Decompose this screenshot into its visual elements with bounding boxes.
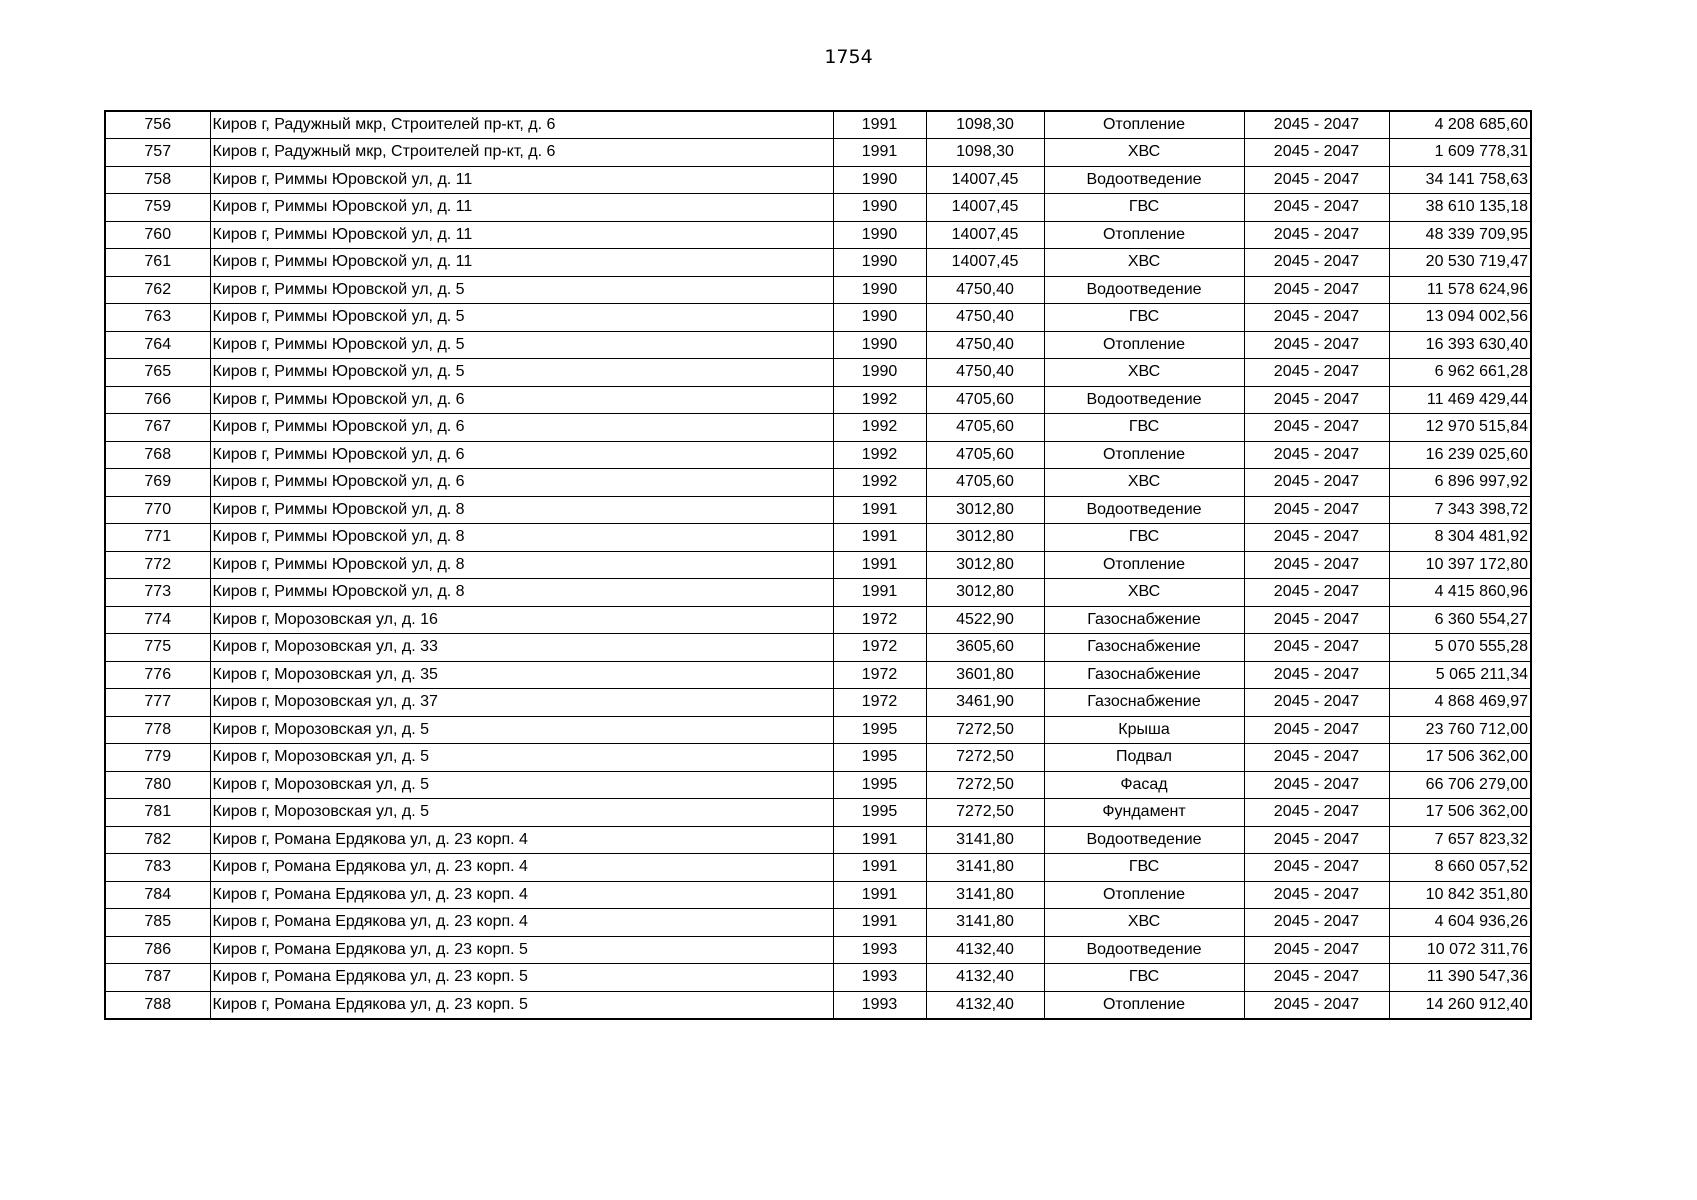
address-cell: Киров г, Риммы Юровской ул, д. 6 [210,441,833,469]
table-row [105,414,1531,442]
table-row [105,936,1531,964]
row-number-cell: 777 [105,689,210,717]
area-cell: 4705,60 [926,414,1044,442]
period-cell: 2045 - 2047 [1244,936,1389,964]
build-year-cell: 1990 [833,194,926,222]
cost-cell: 7 343 398,72 [1389,496,1531,524]
address-cell: Киров г, Морозовская ул, д. 33 [210,634,833,662]
table-row [105,716,1531,744]
address-cell: Киров г, Риммы Юровской ул, д. 8 [210,496,833,524]
work-type-cell: Фундамент [1044,799,1244,827]
cost-cell: 13 094 002,56 [1389,304,1531,332]
cost-cell: 16 393 630,40 [1389,331,1531,359]
cost-cell: 11 469 429,44 [1389,386,1531,414]
build-year-cell: 1993 [833,964,926,992]
cost-cell: 5 070 555,28 [1389,634,1531,662]
cost-cell: 5 065 211,34 [1389,661,1531,689]
work-type-cell: Отопление [1044,441,1244,469]
period-cell: 2045 - 2047 [1244,716,1389,744]
table-row [105,331,1531,359]
period-cell: 2045 - 2047 [1244,881,1389,909]
address-cell: Киров г, Морозовская ул, д. 5 [210,744,833,772]
work-type-cell: Отопление [1044,221,1244,249]
period-cell: 2045 - 2047 [1244,139,1389,167]
row-number-cell: 776 [105,661,210,689]
build-year-cell: 1972 [833,689,926,717]
period-cell: 2045 - 2047 [1244,111,1389,139]
row-number-cell: 768 [105,441,210,469]
work-type-cell: Отопление [1044,111,1244,139]
table-row [105,909,1531,937]
table-row [105,771,1531,799]
cost-cell: 11 578 624,96 [1389,276,1531,304]
build-year-cell: 1991 [833,551,926,579]
address-cell: Киров г, Риммы Юровской ул, д. 11 [210,194,833,222]
work-type-cell: Водоотведение [1044,826,1244,854]
address-cell: Киров г, Риммы Юровской ул, д. 11 [210,249,833,277]
cost-cell: 4 415 860,96 [1389,579,1531,607]
table-row [105,524,1531,552]
row-number-cell: 764 [105,331,210,359]
period-cell: 2045 - 2047 [1244,991,1389,1019]
cost-cell: 66 706 279,00 [1389,771,1531,799]
row-number-cell: 757 [105,139,210,167]
table-row [105,221,1531,249]
cost-cell: 23 760 712,00 [1389,716,1531,744]
row-number-cell: 779 [105,744,210,772]
address-cell: Киров г, Риммы Юровской ул, д. 8 [210,524,833,552]
area-cell: 1098,30 [926,139,1044,167]
row-number-cell: 785 [105,909,210,937]
period-cell: 2045 - 2047 [1244,579,1389,607]
table-row [105,964,1531,992]
area-cell: 14007,45 [926,166,1044,194]
period-cell: 2045 - 2047 [1244,276,1389,304]
cost-cell: 48 339 709,95 [1389,221,1531,249]
page-number: 1754 [824,46,873,68]
period-cell: 2045 - 2047 [1244,331,1389,359]
address-cell: Киров г, Риммы Юровской ул, д. 11 [210,166,833,194]
table-row [105,469,1531,497]
cost-cell: 1 609 778,31 [1389,139,1531,167]
period-cell: 2045 - 2047 [1244,771,1389,799]
table-row [105,579,1531,607]
address-cell: Киров г, Морозовская ул, д. 37 [210,689,833,717]
area-cell: 4705,60 [926,469,1044,497]
table-body [105,111,1531,1019]
work-type-cell: Крыша [1044,716,1244,744]
row-number-cell: 761 [105,249,210,277]
area-cell: 3141,80 [926,881,1044,909]
cost-cell: 6 360 554,27 [1389,606,1531,634]
row-number-cell: 783 [105,854,210,882]
row-number-cell: 758 [105,166,210,194]
area-cell: 4705,60 [926,441,1044,469]
cost-cell: 8 660 057,52 [1389,854,1531,882]
cost-cell: 7 657 823,32 [1389,826,1531,854]
build-year-cell: 1995 [833,716,926,744]
row-number-cell: 765 [105,359,210,387]
address-cell: Киров г, Риммы Юровской ул, д. 5 [210,276,833,304]
row-number-cell: 775 [105,634,210,662]
work-type-cell: Отопление [1044,331,1244,359]
area-cell: 4705,60 [926,386,1044,414]
address-cell: Киров г, Риммы Юровской ул, д. 5 [210,304,833,332]
work-type-cell: ХВС [1044,579,1244,607]
area-cell: 4750,40 [926,331,1044,359]
build-year-cell: 1991 [833,496,926,524]
period-cell: 2045 - 2047 [1244,386,1389,414]
cost-cell: 6 962 661,28 [1389,359,1531,387]
cost-cell: 6 896 997,92 [1389,469,1531,497]
build-year-cell: 1991 [833,139,926,167]
build-year-cell: 1972 [833,634,926,662]
row-number-cell: 769 [105,469,210,497]
work-type-cell: ГВС [1044,854,1244,882]
address-cell: Киров г, Романа Ердякова ул, д. 23 корп. 4 [210,881,833,909]
table-row [105,166,1531,194]
address-cell: Киров г, Риммы Юровской ул, д. 6 [210,469,833,497]
area-cell: 3141,80 [926,854,1044,882]
build-year-cell: 1990 [833,304,926,332]
build-year-cell: 1991 [833,111,926,139]
work-type-cell: Водоотведение [1044,276,1244,304]
area-cell: 1098,30 [926,111,1044,139]
build-year-cell: 1990 [833,276,926,304]
period-cell: 2045 - 2047 [1244,496,1389,524]
area-cell: 3601,80 [926,661,1044,689]
build-year-cell: 1990 [833,249,926,277]
period-cell: 2045 - 2047 [1244,661,1389,689]
period-cell: 2045 - 2047 [1244,909,1389,937]
period-cell: 2045 - 2047 [1244,744,1389,772]
period-cell: 2045 - 2047 [1244,166,1389,194]
table-row [105,249,1531,277]
row-number-cell: 760 [105,221,210,249]
area-cell: 3012,80 [926,496,1044,524]
period-cell: 2045 - 2047 [1244,551,1389,579]
work-type-cell: ХВС [1044,139,1244,167]
area-cell: 7272,50 [926,799,1044,827]
period-cell: 2045 - 2047 [1244,414,1389,442]
work-type-cell: ГВС [1044,964,1244,992]
period-cell: 2045 - 2047 [1244,606,1389,634]
table-row [105,881,1531,909]
build-year-cell: 1995 [833,744,926,772]
address-cell: Киров г, Морозовская ул, д. 35 [210,661,833,689]
table-row [105,139,1531,167]
area-cell: 14007,45 [926,221,1044,249]
row-number-cell: 780 [105,771,210,799]
area-cell: 4750,40 [926,359,1044,387]
work-type-cell: Фасад [1044,771,1244,799]
cost-cell: 4 868 469,97 [1389,689,1531,717]
table-row [105,496,1531,524]
area-cell: 3605,60 [926,634,1044,662]
row-number-cell: 782 [105,826,210,854]
cost-cell: 38 610 135,18 [1389,194,1531,222]
table-row [105,111,1531,139]
address-cell: Киров г, Романа Ердякова ул, д. 23 корп. 5 [210,964,833,992]
area-cell: 14007,45 [926,249,1044,277]
work-type-cell: Подвал [1044,744,1244,772]
build-year-cell: 1991 [833,854,926,882]
build-year-cell: 1991 [833,579,926,607]
build-year-cell: 1991 [833,881,926,909]
address-cell: Киров г, Риммы Юровской ул, д. 5 [210,359,833,387]
period-cell: 2045 - 2047 [1244,359,1389,387]
cost-cell: 20 530 719,47 [1389,249,1531,277]
area-cell: 3012,80 [926,524,1044,552]
work-type-cell: Водоотведение [1044,386,1244,414]
cost-cell: 10 842 351,80 [1389,881,1531,909]
area-cell: 7272,50 [926,771,1044,799]
address-cell: Киров г, Риммы Юровской ул, д. 8 [210,579,833,607]
row-number-cell: 788 [105,991,210,1019]
row-number-cell: 762 [105,276,210,304]
work-type-cell: Отопление [1044,991,1244,1019]
work-type-cell: Отопление [1044,551,1244,579]
area-cell: 3141,80 [926,909,1044,937]
row-number-cell: 781 [105,799,210,827]
period-cell: 2045 - 2047 [1244,304,1389,332]
build-year-cell: 1995 [833,771,926,799]
address-cell: Киров г, Романа Ердякова ул, д. 23 корп. 4 [210,826,833,854]
build-year-cell: 1992 [833,469,926,497]
build-year-cell: 1990 [833,166,926,194]
table-row [105,799,1531,827]
row-number-cell: 772 [105,551,210,579]
work-type-cell: ХВС [1044,249,1244,277]
address-cell: Киров г, Морозовская ул, д. 5 [210,799,833,827]
cost-cell: 10 397 172,80 [1389,551,1531,579]
table-row [105,194,1531,222]
build-year-cell: 1993 [833,936,926,964]
cost-cell: 4 604 936,26 [1389,909,1531,937]
work-type-cell: Водоотведение [1044,166,1244,194]
period-cell: 2045 - 2047 [1244,249,1389,277]
row-number-cell: 766 [105,386,210,414]
cost-cell: 16 239 025,60 [1389,441,1531,469]
table-row [105,551,1531,579]
work-type-cell: Водоотведение [1044,496,1244,524]
table-row [105,826,1531,854]
table-row [105,634,1531,662]
row-number-cell: 771 [105,524,210,552]
row-number-cell: 787 [105,964,210,992]
cost-cell: 17 506 362,00 [1389,799,1531,827]
address-cell: Киров г, Радужный мкр, Строителей пр-кт, д. 6 [210,139,833,167]
table-row [105,854,1531,882]
table-row [105,359,1531,387]
build-year-cell: 1993 [833,991,926,1019]
row-number-cell: 763 [105,304,210,332]
area-cell: 4750,40 [926,304,1044,332]
repair-schedule-table [104,110,1532,1020]
area-cell: 14007,45 [926,194,1044,222]
address-cell: Киров г, Риммы Юровской ул, д. 5 [210,331,833,359]
cost-cell: 17 506 362,00 [1389,744,1531,772]
build-year-cell: 1991 [833,909,926,937]
area-cell: 7272,50 [926,716,1044,744]
row-number-cell: 784 [105,881,210,909]
build-year-cell: 1990 [833,221,926,249]
build-year-cell: 1995 [833,799,926,827]
period-cell: 2045 - 2047 [1244,524,1389,552]
address-cell: Киров г, Романа Ердякова ул, д. 23 корп. 5 [210,936,833,964]
build-year-cell: 1972 [833,606,926,634]
period-cell: 2045 - 2047 [1244,964,1389,992]
period-cell: 2045 - 2047 [1244,799,1389,827]
build-year-cell: 1972 [833,661,926,689]
area-cell: 4750,40 [926,276,1044,304]
work-type-cell: ХВС [1044,469,1244,497]
area-cell: 4522,90 [926,606,1044,634]
period-cell: 2045 - 2047 [1244,441,1389,469]
area-cell: 3012,80 [926,551,1044,579]
row-number-cell: 756 [105,111,210,139]
area-cell: 7272,50 [926,744,1044,772]
work-type-cell: ХВС [1044,909,1244,937]
address-cell: Киров г, Романа Ердякова ул, д. 23 корп. 4 [210,854,833,882]
row-number-cell: 767 [105,414,210,442]
table-row [105,689,1531,717]
cost-cell: 34 141 758,63 [1389,166,1531,194]
cost-cell: 4 208 685,60 [1389,111,1531,139]
area-cell: 3141,80 [926,826,1044,854]
build-year-cell: 1991 [833,524,926,552]
work-type-cell: Газоснабжение [1044,606,1244,634]
address-cell: Киров г, Риммы Юровской ул, д. 11 [210,221,833,249]
table-row [105,386,1531,414]
area-cell: 4132,40 [926,991,1044,1019]
work-type-cell: Отопление [1044,881,1244,909]
table-row [105,276,1531,304]
row-number-cell: 759 [105,194,210,222]
work-type-cell: ГВС [1044,304,1244,332]
work-type-cell: ГВС [1044,414,1244,442]
work-type-cell: ГВС [1044,194,1244,222]
table-row [105,744,1531,772]
cost-cell: 8 304 481,92 [1389,524,1531,552]
cost-cell: 10 072 311,76 [1389,936,1531,964]
address-cell: Киров г, Риммы Юровской ул, д. 6 [210,414,833,442]
address-cell: Киров г, Морозовская ул, д. 5 [210,771,833,799]
area-cell: 3461,90 [926,689,1044,717]
address-cell: Киров г, Риммы Юровской ул, д. 8 [210,551,833,579]
row-number-cell: 778 [105,716,210,744]
work-type-cell: Газоснабжение [1044,634,1244,662]
address-cell: Киров г, Морозовская ул, д. 5 [210,716,833,744]
work-type-cell: ГВС [1044,524,1244,552]
address-cell: Киров г, Романа Ердякова ул, д. 23 корп. 5 [210,991,833,1019]
period-cell: 2045 - 2047 [1244,469,1389,497]
period-cell: 2045 - 2047 [1244,689,1389,717]
row-number-cell: 770 [105,496,210,524]
address-cell: Киров г, Морозовская ул, д. 16 [210,606,833,634]
area-cell: 3012,80 [926,579,1044,607]
address-cell: Киров г, Риммы Юровской ул, д. 6 [210,386,833,414]
build-year-cell: 1992 [833,386,926,414]
cost-cell: 12 970 515,84 [1389,414,1531,442]
period-cell: 2045 - 2047 [1244,194,1389,222]
build-year-cell: 1992 [833,414,926,442]
row-number-cell: 786 [105,936,210,964]
row-number-cell: 773 [105,579,210,607]
area-cell: 4132,40 [926,964,1044,992]
table-row [105,304,1531,332]
table-row [105,441,1531,469]
period-cell: 2045 - 2047 [1244,634,1389,662]
period-cell: 2045 - 2047 [1244,221,1389,249]
table-row [105,661,1531,689]
table-row [105,606,1531,634]
cost-cell: 11 390 547,36 [1389,964,1531,992]
row-number-cell: 774 [105,606,210,634]
cost-cell: 14 260 912,40 [1389,991,1531,1019]
period-cell: 2045 - 2047 [1244,826,1389,854]
work-type-cell: Газоснабжение [1044,661,1244,689]
table-row [105,991,1531,1019]
work-type-cell: Газоснабжение [1044,689,1244,717]
period-cell: 2045 - 2047 [1244,854,1389,882]
build-year-cell: 1992 [833,441,926,469]
address-cell: Киров г, Радужный мкр, Строителей пр-кт, д. 6 [210,111,833,139]
work-type-cell: Водоотведение [1044,936,1244,964]
build-year-cell: 1991 [833,826,926,854]
build-year-cell: 1990 [833,359,926,387]
build-year-cell: 1990 [833,331,926,359]
address-cell: Киров г, Романа Ердякова ул, д. 23 корп. 4 [210,909,833,937]
area-cell: 4132,40 [926,936,1044,964]
work-type-cell: ХВС [1044,359,1244,387]
